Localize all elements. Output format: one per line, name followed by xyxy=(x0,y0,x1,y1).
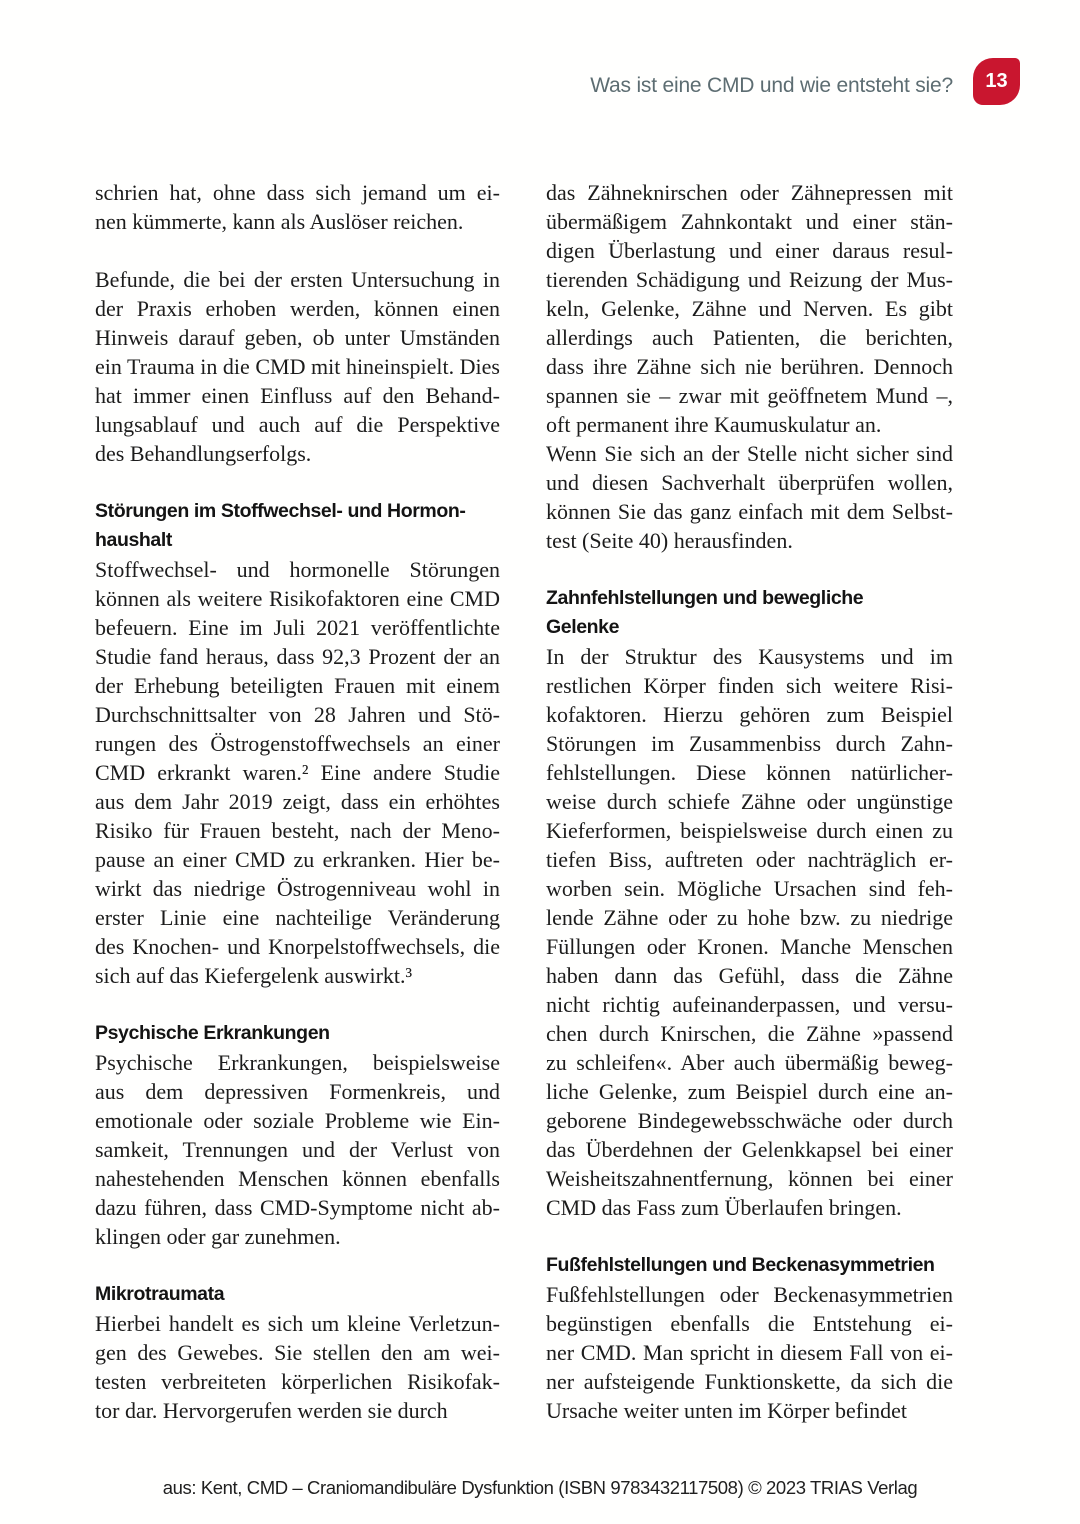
right-column xyxy=(546,178,953,1425)
page-number: 13 xyxy=(985,70,1008,92)
paragraph: In der Struktur des Kausystems und im restlichen Körper finden sich weitere Risi- kofaktoren. Hierzu gehören zum Beispiel Störungen im Zusammenbiss durch Zahn- fehlstellungen. Diese können natürlicher- weise durch schiefe Zähne oder ungünstige Kieferformen, beispielsweise durch einen zu tiefen Biss, auftreten oder nachträglich er- worben sein. Mögliche Ursachen sind feh- lende Zähne oder zu hohe bzw. zu niedrige Füllungen oder Kronen. Manche Menschen haben dann das Gefühl, dass die Zähne nicht richtig aufeinanderpassen, und versu- chen durch Knirschen, die Zähne »passend zu schleifen«. Aber auch übermäßig beweg- liche Gelenke, zum Beispiel durch eine an- geborene Bindegewebsschwäche oder durch das Überdehnen der Gelenkkapsel bei einer Weisheitszahnentfernung, können bei einer CMD das Fass zum Überlaufen bringen. xyxy=(546,644,953,1220)
left-column xyxy=(95,178,500,1425)
paragraph: Psychische Erkrankungen, beispielsweise aus dem depressiven Formenkreis, und emotionale oder soziale Probleme wie Ein- samkeit, Trennungen und der Verlust von nahestehenden Menschen können ebenfalls dazu führen, dass CMD-Symptome nicht ab- klingen oder gar zunehmen. xyxy=(95,1050,500,1249)
paragraph: schrien hat, ohne dass sich jemand um ei- nen kümmerte, kann als Auslöser reichen. xyxy=(95,180,500,234)
page-number-badge xyxy=(973,58,1020,105)
footer-credit: aus: Kent, CMD – Craniomandibuläre Dysfunktion (ISBN 9783432117508) © 2023 TRIAS Verlag xyxy=(162,1477,918,1498)
section-heading: Psychische Erkrankungen xyxy=(95,1022,330,1044)
section-heading: Störungen im Stoffwechsel- und Hormon- haushalt xyxy=(95,500,466,551)
paragraph: Befunde, die bei der ersten Untersuchung in der Praxis erhoben werden, können einen Hinweis darauf geben, ob unter Umständen ein Trauma in die CMD mit hineinspielt. Dies hat immer einen Einfluss auf den Behand- lungsablauf und auch auf die Perspektive des Behandlungserfolgs. xyxy=(95,267,500,466)
paragraph: Fußfehlstellungen oder Beckenasymmetrien begünstigen ebenfalls die Entstehung ei- ner CMD. Man spricht in diesem Fall von ei- ner aufsteigende Funktionskette, da sich die Ursache weiter unten im Körper befindet xyxy=(546,1282,953,1423)
section-heading: Fußfehlstellungen und Beckenasymmetrien xyxy=(546,1254,935,1276)
paragraph: das Zähneknirschen oder Zähnepressen mit übermäßigem Zahnkontakt und einer stän- digen Überlastung und einer daraus resul- tierenden Schädigung und Reizung der Mus- keln, Gelenke, Zähne und Nerven. Es gibt allerdings auch Patienten, die berichten, dass ihre Zähne sich nie berühren. Dennoch spannen sie – zwar mit geöffnetem Mund –, oft permanent ihre Kaumuskulatur an. xyxy=(546,180,953,437)
paragraph: Hierbei handelt es sich um kleine Verletzun- gen des Gewebes. Sie stellen den am wei- testen verbreiteten körperlichen Risikofak- tor dar. Hervorgerufen werden sie durch xyxy=(95,1311,500,1423)
section-heading: Mikrotraumata xyxy=(95,1283,225,1305)
page-header-title: Was ist eine CMD und wie entsteht sie? xyxy=(590,74,953,97)
paragraph: Wenn Sie sich an der Stelle nicht sicher sind und diesen Sachverhalt überprüfen wollen, können Sie das ganz einfach mit dem Selbst- test (Seite 40) herausfinden. xyxy=(546,441,953,553)
section-heading: Zahnfehlstellungen und bewegliche Gelenke xyxy=(546,587,864,638)
paragraph: Stoffwechsel- und hormonelle Störungen können als weitere Risikofaktoren eine CMD befeuern. Eine im Juli 2021 veröffentlichte Studie fand heraus, dass 92,3 Prozent der an der Erhebung beteiligten Frauen mit einem Durchschnittsalter von 28 Jahren und Stö- rungen des Östrogenstoffwechsels an einer CMD erkrankt waren.² Eine andere Studie aus dem Jahr 2019 zeigt, dass ein erhöhtes Risiko für Frauen besteht, nach der Meno- pause an einer CMD zu erkranken. Hier be- wirkt das niedrige Östrogenniveau wohl in erster Linie eine nachteilige Veränderung des Knochen- und Knorpelstoffwechsels, die sich auf das Kiefergelenk auswirkt.³ xyxy=(95,557,500,988)
